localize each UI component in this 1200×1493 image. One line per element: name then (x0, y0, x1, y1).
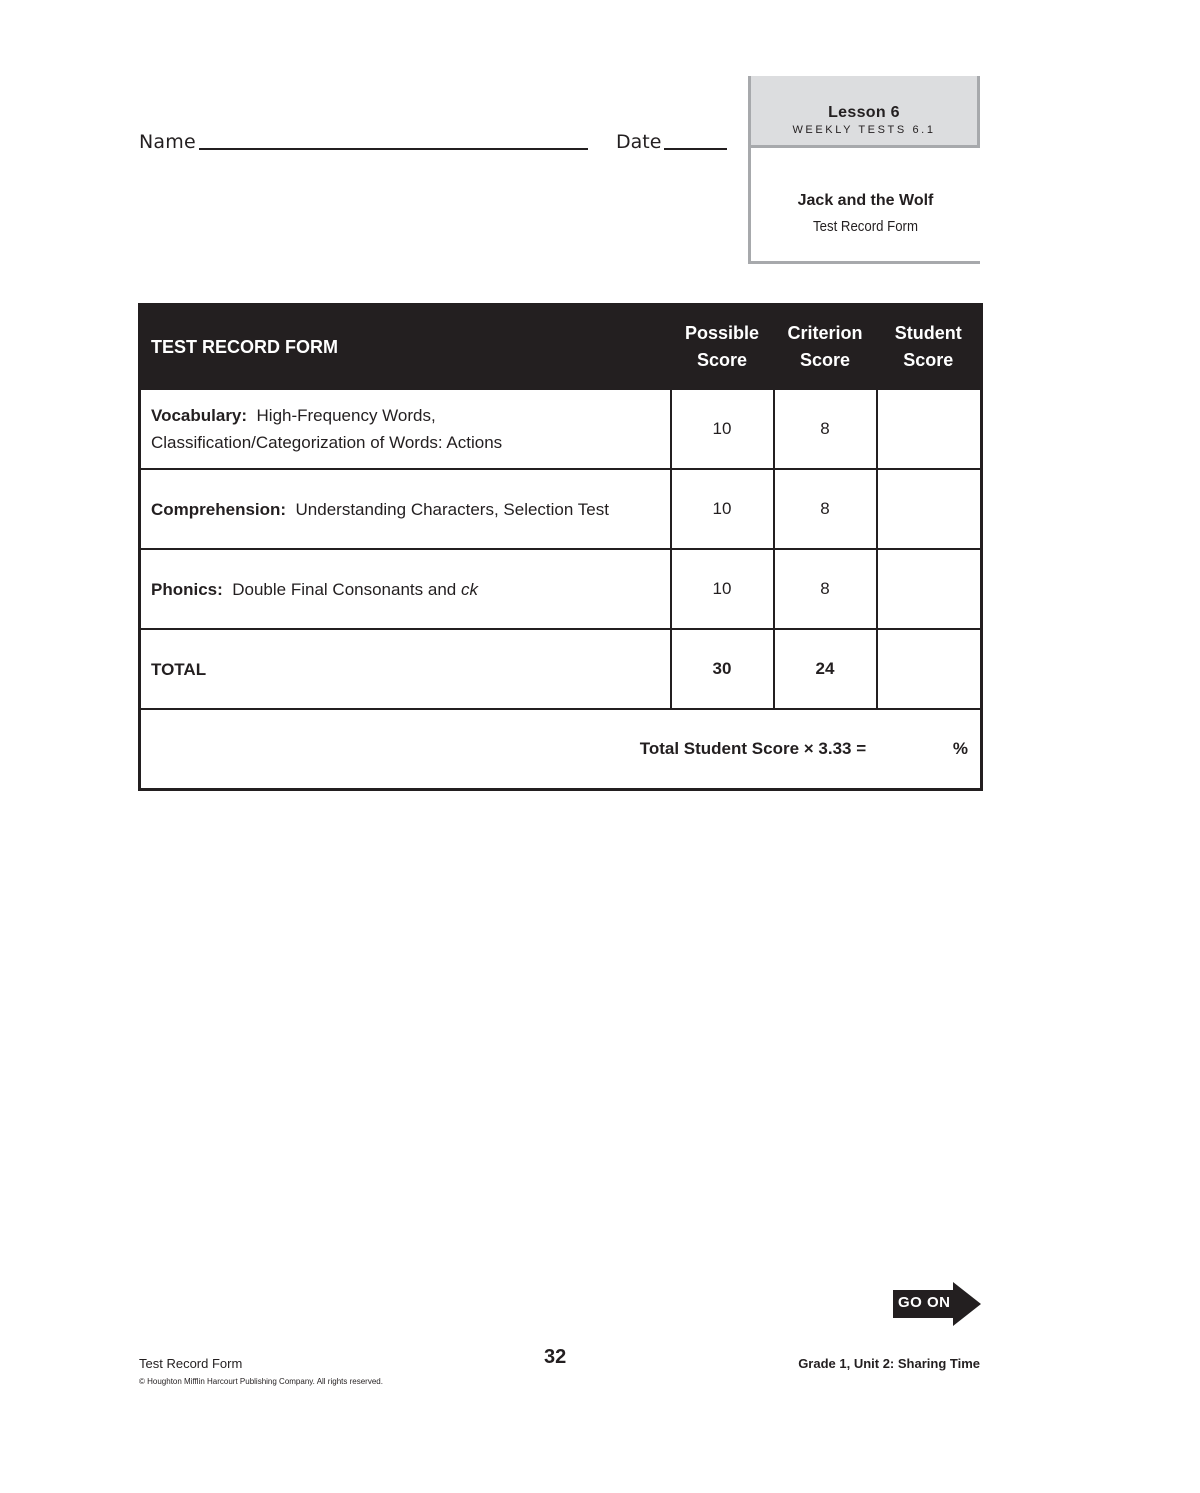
weekly-tests-label: WEEKLY TESTS 6.1 (792, 124, 936, 136)
form-name: Test Record Form (813, 218, 918, 235)
row-category: Vocabulary: (151, 406, 248, 425)
column-header-line: Student (894, 323, 962, 343)
name-label: Name (139, 131, 196, 153)
footer-copyright: © Houghton Mifflin Harcourt Publishing Company. All rights reserved. (139, 1377, 383, 1386)
test-record-table (138, 303, 983, 791)
lesson-box (748, 76, 980, 264)
lesson-number: Lesson 6 (828, 104, 900, 121)
date-field-line[interactable] (664, 148, 727, 150)
column-header-line: Score (903, 350, 954, 370)
column-header-criterion-score (774, 305, 877, 390)
table-row (140, 469, 982, 549)
row-skills-italic: ck (460, 579, 478, 599)
possible-score-cell: 10 (671, 469, 774, 549)
total-criterion-score: 24 (774, 629, 877, 709)
story-title: Jack and the Wolf (797, 192, 934, 209)
possible-score-cell: 10 (671, 549, 774, 629)
date-label: Date (616, 131, 662, 153)
total-row (140, 629, 982, 709)
page-number: 32 (544, 1346, 567, 1368)
column-header-line: Score (799, 350, 851, 370)
column-header-student-score (877, 305, 982, 390)
possible-score-cell: 10 (671, 389, 774, 469)
criterion-score-cell: 8 (774, 389, 877, 469)
total-student-score[interactable] (877, 629, 982, 709)
go-on-label: GO ON (898, 1294, 951, 1311)
row-category: Comprehension: (151, 499, 287, 519)
column-header-line: Criterion (787, 323, 863, 343)
student-score-cell[interactable] (877, 389, 982, 469)
table-row (140, 549, 982, 629)
total-possible-score: 30 (671, 629, 774, 709)
student-score-cell[interactable] (877, 469, 982, 549)
table-row (140, 389, 982, 469)
table-header-row (140, 305, 982, 390)
total-label: TOTAL (140, 629, 671, 709)
footer-form-name: Test Record Form (139, 1356, 243, 1371)
criterion-score-cell: 8 (774, 549, 877, 629)
row-skills: Double Final Consonants and (232, 579, 457, 599)
student-score-cell[interactable] (877, 549, 982, 629)
formula-row (140, 709, 982, 790)
name-field-line[interactable] (199, 148, 588, 150)
row-category: Phonics: (151, 579, 223, 599)
row-description (140, 389, 671, 469)
column-header-possible-score (671, 305, 774, 390)
row-description (140, 469, 671, 549)
criterion-score-cell: 8 (774, 469, 877, 549)
lesson-tab (751, 76, 980, 148)
row-skills: High-Frequency Words, Classification/Categorization of Words: Actions (151, 406, 503, 452)
column-header-line: Score (696, 350, 748, 370)
formula-cell (140, 709, 982, 790)
score-formula: Total Student Score × 3.33 = (639, 739, 867, 758)
row-skills: Understanding Characters, Selection Test (295, 499, 609, 519)
go-on-arrow (893, 1282, 983, 1326)
table-title: TEST RECORD FORM (140, 305, 671, 390)
column-header-line: Possible (684, 323, 760, 343)
row-description (140, 549, 671, 629)
footer-grade-unit: Grade 1, Unit 2: Sharing Time (798, 1356, 980, 1371)
percent-sign: % (952, 739, 968, 758)
